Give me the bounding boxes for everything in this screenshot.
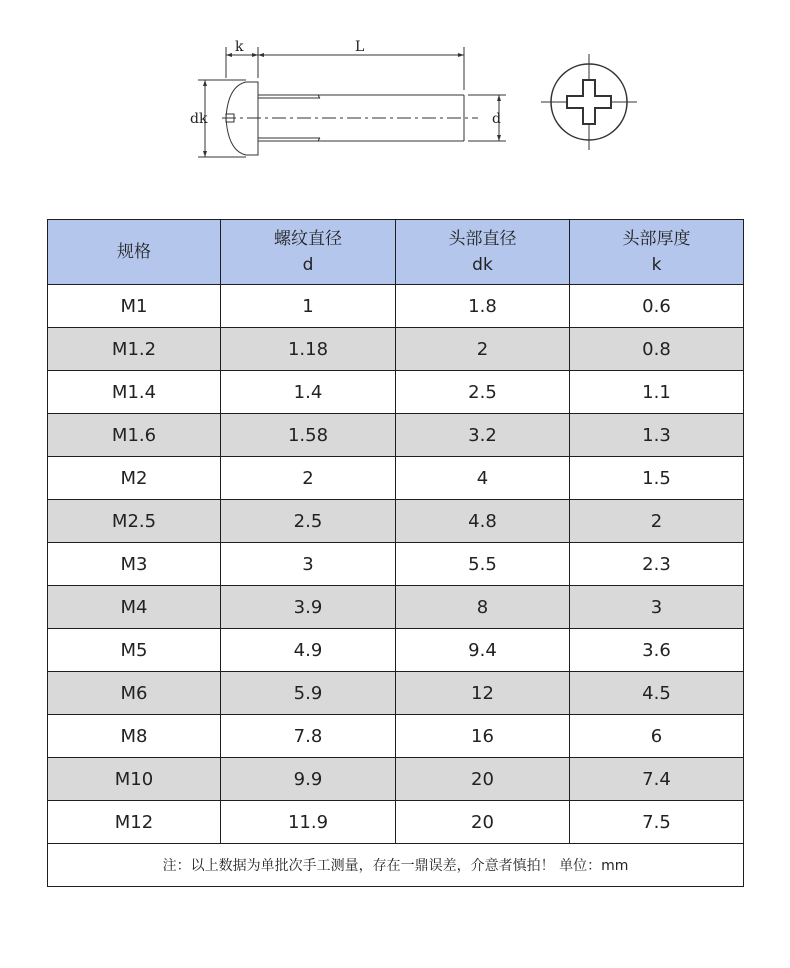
cell-k: 2.3 (570, 543, 744, 586)
cell-d: 1.58 (221, 414, 396, 457)
cell-spec: M8 (48, 715, 221, 758)
cell-dk: 1.8 (396, 285, 570, 328)
cell-spec: M4 (48, 586, 221, 629)
cell-d: 3.9 (221, 586, 396, 629)
cell-dk: 9.4 (396, 629, 570, 672)
header-head-thickness: 头部厚度 k (570, 220, 744, 285)
cell-k: 0.8 (570, 328, 744, 371)
cell-spec: M10 (48, 758, 221, 801)
cell-dk: 20 (396, 758, 570, 801)
cell-dk: 2.5 (396, 371, 570, 414)
cell-d: 3 (221, 543, 396, 586)
cell-spec: M1 (48, 285, 221, 328)
cell-d: 4.9 (221, 629, 396, 672)
label-dk: dk (190, 111, 208, 127)
cell-k: 1.3 (570, 414, 744, 457)
cell-d: 7.8 (221, 715, 396, 758)
table-row (48, 715, 744, 758)
cell-k: 7.4 (570, 758, 744, 801)
cell-spec: M3 (48, 543, 221, 586)
cell-d: 5.9 (221, 672, 396, 715)
table-row (48, 586, 744, 629)
table-row (48, 414, 744, 457)
cell-dk: 3.2 (396, 414, 570, 457)
label-L: L (355, 39, 365, 55)
header-row (48, 220, 744, 285)
cell-spec: M2 (48, 457, 221, 500)
cell-k: 3.6 (570, 629, 744, 672)
cell-dk: 8 (396, 586, 570, 629)
cell-k: 3 (570, 586, 744, 629)
cell-dk: 4 (396, 457, 570, 500)
table-row (48, 672, 744, 715)
cell-d: 2 (221, 457, 396, 500)
table-row (48, 328, 744, 371)
cell-k: 2 (570, 500, 744, 543)
cell-spec: M1.4 (48, 371, 221, 414)
table-row (48, 457, 744, 500)
table-row (48, 629, 744, 672)
cell-d: 1 (221, 285, 396, 328)
screw-head-top-view (541, 54, 637, 150)
cell-spec: M1.2 (48, 328, 221, 371)
cell-d: 9.9 (221, 758, 396, 801)
cell-spec: M2.5 (48, 500, 221, 543)
header-thread-diameter: 螺纹直径 d (221, 220, 396, 285)
cell-d: 1.4 (221, 371, 396, 414)
cell-k: 4.5 (570, 672, 744, 715)
cell-dk: 4.8 (396, 500, 570, 543)
cell-dk: 16 (396, 715, 570, 758)
cell-k: 6 (570, 715, 744, 758)
cell-k: 0.6 (570, 285, 744, 328)
cell-d: 2.5 (221, 500, 396, 543)
cell-dk: 20 (396, 801, 570, 844)
cell-spec: M6 (48, 672, 221, 715)
cell-k: 7.5 (570, 801, 744, 844)
cell-k: 1.1 (570, 371, 744, 414)
table-row (48, 500, 744, 543)
measurement-note: 注：以上数据为单批次手工测量，存在一鼎误差，介意者慎拍！ 单位：mm (48, 844, 744, 887)
cell-dk: 2 (396, 328, 570, 371)
header-spec: 规格 (48, 220, 221, 285)
label-d: d (492, 111, 501, 127)
table-row (48, 801, 744, 844)
header-head-diameter: 头部直径 dk (396, 220, 570, 285)
cell-dk: 5.5 (396, 543, 570, 586)
cell-d: 1.18 (221, 328, 396, 371)
label-k: k (235, 39, 244, 55)
cell-dk: 12 (396, 672, 570, 715)
table-row (48, 758, 744, 801)
table-row (48, 543, 744, 586)
table-row (48, 285, 744, 328)
screw-dimension-diagram (0, 0, 790, 190)
spec-table (47, 219, 744, 887)
table-row (48, 371, 744, 414)
cell-spec: M5 (48, 629, 221, 672)
phillips-cross-icon (567, 80, 611, 124)
cell-d: 11.9 (221, 801, 396, 844)
cell-spec: M1.6 (48, 414, 221, 457)
cell-k: 1.5 (570, 457, 744, 500)
note-row (48, 844, 744, 887)
cell-spec: M12 (48, 801, 221, 844)
